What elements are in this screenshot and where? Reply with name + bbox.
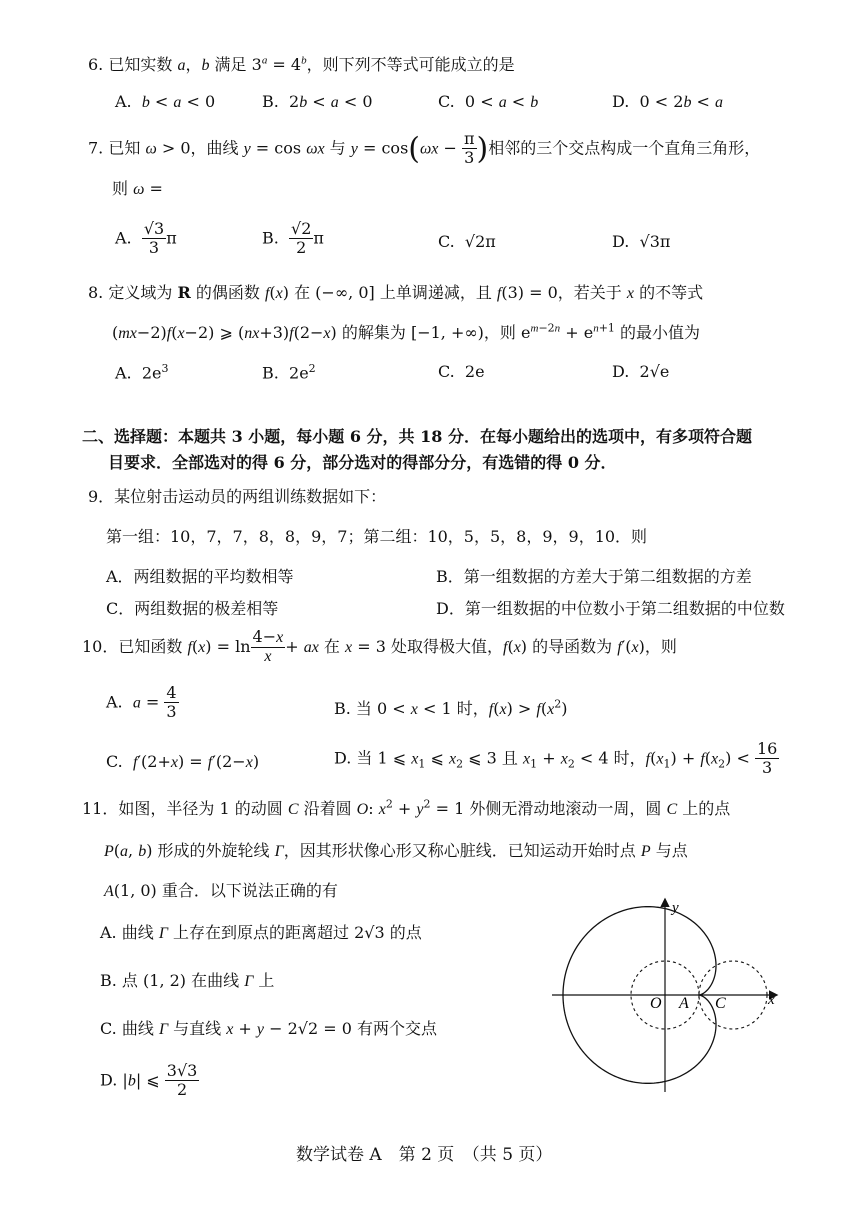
q10-option-b: B. 当 0 < x < 1 时，$f(x) > f(x^2)$ [334, 697, 568, 718]
label-c: C [715, 995, 726, 1012]
q6-option-b: B. 2b < a < 0 [262, 92, 373, 111]
q10-option-a: A. a = $\frac{4}{3}$ [106, 683, 177, 722]
q11-option-a: A. 曲线 Γ 上存在到原点的距离超过 2√3 的点 [100, 923, 422, 942]
q8-option-c: C. 2e [438, 362, 485, 381]
x-axis-label: x [768, 992, 775, 1008]
q11-stem-1: 11．如图，半径为 1 的动圆 C 沿着圆 O: $x^2 + y^2 = 1$ 外侧无滑动地滚动一周，圆 C 上的点 [82, 797, 731, 818]
q10-stem: 10．已知函数 f(x) = ln $\frac{4-x}{x}$ + ax 在 x = 3 处取得极大值，f(x) 的导函数为 f′(x)，则 [82, 627, 677, 666]
q9-option-a: A．两组数据的平均数相等 [106, 567, 294, 586]
page-footer: 数学试卷 A 第 2 页 （共 5 页） [296, 1145, 553, 1165]
q11-stem-3: A(1, 0) 重合．以下说法正确的有 [104, 881, 338, 900]
q10-option-c: C. f′(2+x) = f′(2−x) [106, 752, 260, 771]
q7-option-d: D. √3π [612, 232, 671, 251]
q11-option-b: B. 点 (1, 2) 在曲线 Γ 上 [100, 971, 275, 990]
section2-line1: 二、选择题：本题共 3 小题，每小题 6 分，共 18 分．在每小题给出的选项中，有多项符合题 [82, 427, 752, 446]
q9-option-b: B．第一组数据的方差大于第二组数据的方差 [436, 567, 752, 586]
label-o: O [650, 995, 662, 1012]
q6-option-c: C. 0 < a < b [438, 92, 539, 111]
cardioid-figure [548, 895, 788, 1095]
y-axis-label: y [672, 900, 679, 916]
q7-option-c: C. √2π [438, 232, 496, 251]
q8-option-b: B. $2e^2$ [262, 362, 316, 383]
q7-stem: 7. 已知 ω > 0，曲线 y = cos ωx 与 y = cos(ωx − $\frac{\pi}{3}$ )相邻的三个交点构成一个直角三角形， [88, 129, 761, 168]
q8-stem: 8. 定义域为 R 的偶函数 f(x) 在 (−∞, 0] 上单调递减，且 f(3) = 0，若关于 x 的不等式 [88, 283, 704, 302]
q11-stem-2: P(a, b) 形成的外旋轮线 Γ，因其形状像心形又称心脏线．已知运动开始时点 P 与点 [104, 841, 688, 860]
q6-option-d: D. 0 < 2b < a [612, 92, 724, 111]
q7-option-a: A. $\frac{√3}{3}$ π [115, 219, 177, 258]
q8-stem-2: (mx−2)f(x−2) ⩾ (nx+3)f(2−x) 的解集为 [−1, +∞)，则 $e^{m-2n} + e^{n+1}$ 的最小值为 [112, 321, 701, 342]
q11-option-d: D. |b| ⩽ $\frac{3√3}{2}$ [100, 1061, 198, 1100]
q9-data: 第一组：10，7，7，8，8，9，7；第二组：10，5，5，8，9，9，10．则 [106, 527, 648, 546]
q8-option-d: D. 2√e [612, 362, 670, 381]
q7-option-b: B. $\frac{√2}{2}$ π [262, 219, 324, 258]
q6-option-a: A. b < a < 0 [115, 92, 216, 111]
q9-option-d: D．第一组数据的中位数小于第二组数据的中位数 [436, 599, 785, 618]
label-a: A [679, 995, 689, 1012]
q9-stem: 9．某位射击运动员的两组训练数据如下： [88, 487, 387, 506]
q9-option-c: C．两组数据的极差相等 [106, 599, 279, 618]
q11-option-c: C. 曲线 Γ 与直线 x + y − 2√2 = 0 有两个交点 [100, 1019, 438, 1038]
section2-line2: 目要求．全部选对的得 6 分，部分选对的得部分分，有选错的得 0 分． [108, 453, 617, 472]
q6-stem: 6. 已知实数 a，b 满足 $3^a = 4^b$，则下列不等式可能成立的是 [88, 54, 515, 74]
q10-option-d: D. 当 1 ⩽ $x_1$ ⩽ $x_2$ ⩽ 3 且 $x_1 + x_2 < 4$ 时，$f(x_1) + f(x_2)$ < $\frac{16}{3}$ [334, 739, 778, 778]
q8-option-a: A. $2e^3$ [115, 362, 169, 383]
q7-stem-2: 则 ω = [112, 179, 163, 198]
